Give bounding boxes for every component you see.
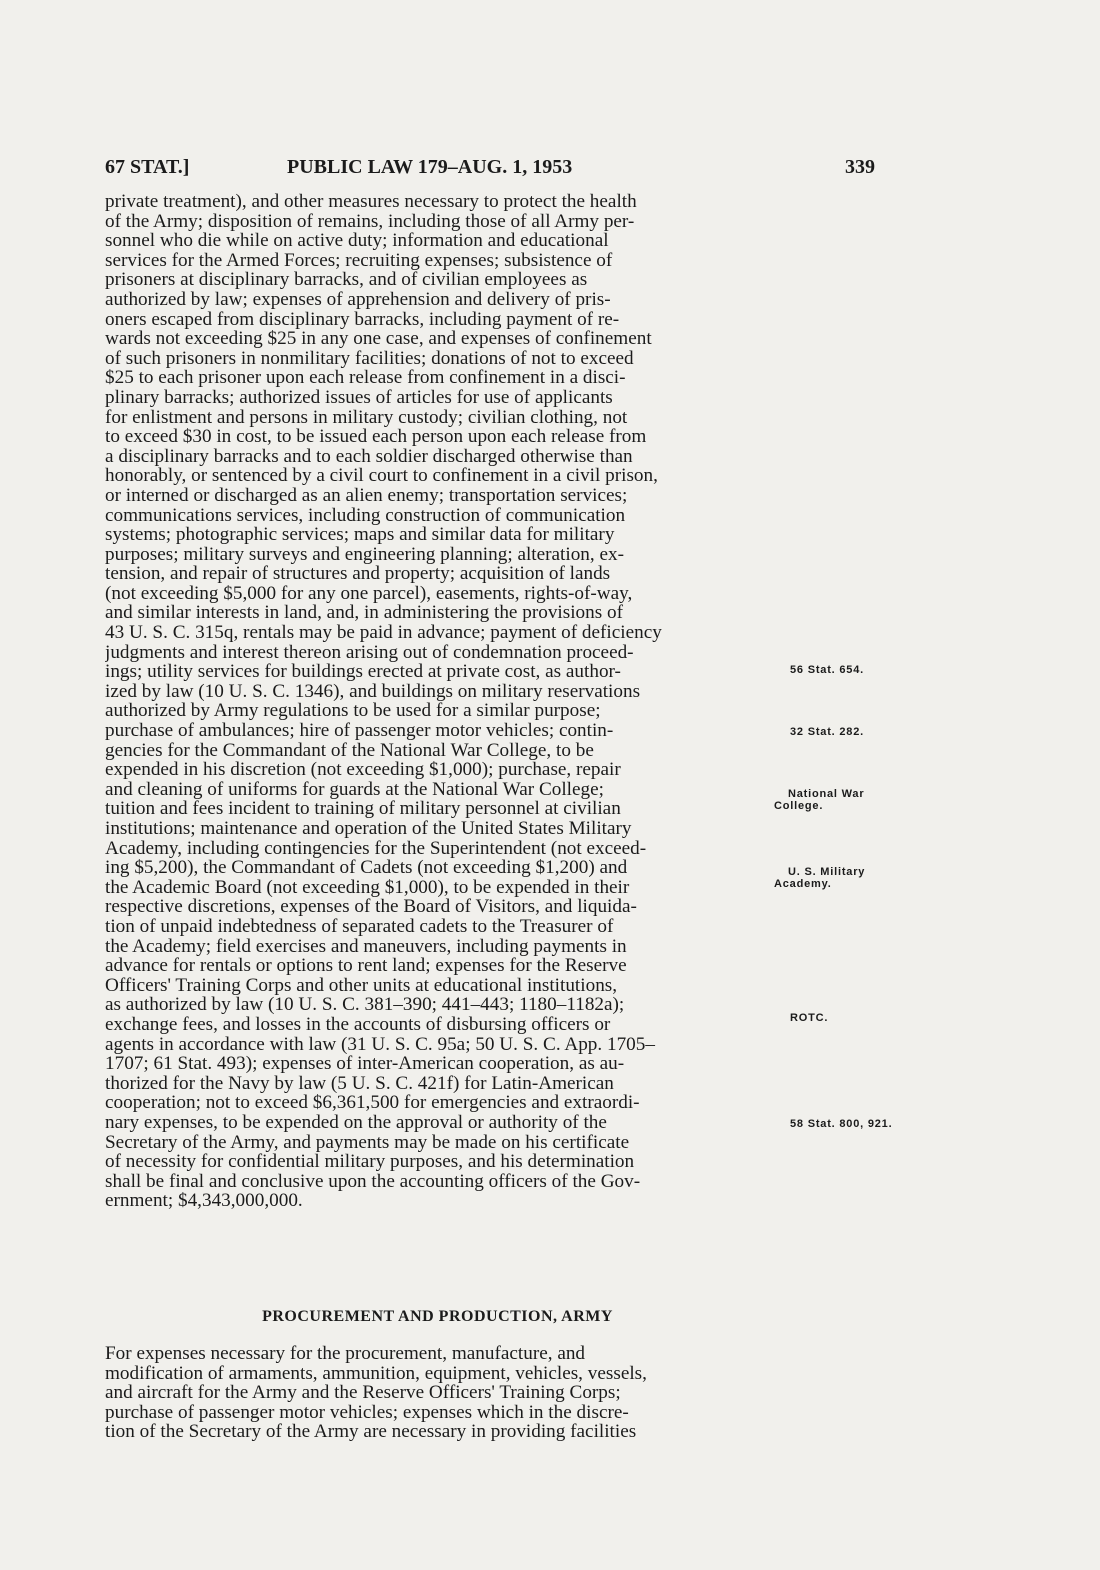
text-line: sonnel who die while on active duty; information and educational [105, 231, 609, 251]
section-heading: PROCUREMENT AND PRODUCTION, ARMY [262, 1308, 613, 1325]
text-line: gencies for the Commandant of the National War College, to be [105, 740, 594, 761]
page-number: 339 [845, 156, 875, 178]
margin-note-rotc: ROTC. [790, 1012, 829, 1024]
margin-note-line: U. S. Military [788, 866, 866, 878]
margin-note-military-academy [774, 866, 866, 890]
text-line: expended in his discretion (not exceeding $1,000); purchase, repair [105, 760, 621, 780]
text-line: (not exceeding $5,000 for any one parcel), easements, rights-of-way, [105, 583, 633, 604]
text-line: private treatment), and other measures necessary to protect the health [105, 192, 637, 212]
text-line: respective discretions, expenses of the Board of Visitors, and liquida- [105, 897, 637, 917]
margin-note-line: College. [774, 800, 824, 812]
text-line: ized by law (10 U. S. C. 1346), and buildings on military reservations [105, 681, 641, 702]
text-line: prisoners at disciplinary barracks, and of civilian employees as [105, 270, 588, 290]
text-line: modification of armaments, ammunition, equipment, vehicles, vessels, [105, 1363, 647, 1384]
margin-note-56-stat-654: 56 Stat. 654. [790, 664, 864, 676]
text-line: systems; photographic services; maps and similar data for military [105, 525, 615, 545]
text-line: tension, and repair of structures and property; acquisition of lands [105, 564, 611, 584]
text-line: services for the Armed Forces; recruiting expenses; subsistence of [105, 250, 613, 271]
text-line: nary expenses, to be expended on the approval or authority of the [105, 1112, 607, 1133]
text-line: and aircraft for the Army and the Reserve Officers' Training Corps; [105, 1383, 621, 1403]
text-line: of necessity for confidential military purposes, and his determination [105, 1152, 635, 1172]
text-line: plinary barracks; authorized issues of articles for use of applicants [105, 387, 613, 408]
text-line: ing $5,200), the Commandant of Cadets (not exceeding $1,200) and [105, 858, 628, 878]
text-line: oners escaped from disciplinary barracks, including payment of re- [105, 309, 620, 330]
text-line: exchange fees, and losses in the accounts of disbursing officers or [105, 1014, 611, 1035]
text-line: Officers' Training Corps and other units at educational institutions, [105, 975, 618, 996]
text-line: cooperation; not to exceed $6,361,500 for emergencies and extraordi- [105, 1093, 640, 1113]
text-line: tion of the Secretary of the Army are necessary in providing facilities [105, 1422, 637, 1442]
text-line: judgments and interest thereon arising out of condemnation proceed- [105, 642, 634, 663]
margin-note-line: Academy. [774, 878, 832, 890]
margin-note-line: National War [788, 788, 865, 800]
text-line: Academy, including contingencies for the Superintendent (not exceed- [105, 838, 647, 859]
text-line: honorably, or sentenced by a civil court to confinement in a civil prison, [105, 466, 658, 486]
text-line: purposes; military surveys and engineering planning; alteration, ex- [105, 544, 624, 565]
statute-volume-label: 67 STAT.] [105, 156, 190, 178]
text-line: for enlistment and persons in military custody; civilian clothing, not [105, 407, 628, 428]
text-line: wards not exceeding $25 in any one case, and expenses of confinement [105, 329, 652, 349]
text-line: communications services, including construction of communication [105, 505, 626, 526]
main-paragraph [105, 192, 770, 1211]
running-title: PUBLIC LAW 179–AUG. 1, 1953 [287, 156, 573, 178]
text-line: the Academic Board (not exceeding $1,000), to be expended in their [105, 877, 630, 898]
text-line: and similar interests in land, and, in administering the provisions of [105, 603, 623, 624]
text-line: tuition and fees incident to training of military personnel at civilian [105, 799, 621, 819]
text-line: shall be final and conclusive upon the accounting officers of the Gov- [105, 1171, 641, 1192]
text-line: advance for rentals or options to rent land; expenses for the Reserve [105, 956, 627, 976]
text-line: institutions; maintenance and operation of the United States Military [105, 819, 632, 839]
text-line: a disciplinary barracks and to each soldier discharged otherwise than [105, 446, 633, 467]
second-paragraph [105, 1344, 770, 1442]
text-line: ernment; $4,343,000,000. [105, 1191, 303, 1211]
text-line: the Academy; field exercises and maneuvers, including payments in [105, 936, 627, 957]
text-line: as authorized by law (10 U. S. C. 381–390; 441–443; 1180–1182a); [105, 995, 625, 1015]
text-line: 1707; 61 Stat. 493); expenses of inter-American cooperation, as au- [105, 1054, 625, 1074]
margin-note-32-stat-282: 32 Stat. 282. [790, 726, 864, 738]
text-line: of the Army; disposition of remains, including those of all Army per- [105, 211, 635, 232]
text-line: authorized by Army regulations to be used for a similar purpose; [105, 701, 601, 722]
text-line: of such prisoners in nonmilitary facilities; donations of not to exceed [105, 348, 634, 369]
text-line: 43 U. S. C. 315q, rentals may be paid in advance; payment of deficiency [105, 623, 662, 643]
text-line: For expenses necessary for the procurement, manufacture, and [105, 1344, 586, 1364]
text-line: agents in accordance with law (31 U. S. C. 95a; 50 U. S. C. App. 1705– [105, 1034, 655, 1055]
text-line: tion of unpaid indebtedness of separated cadets to the Treasurer of [105, 916, 614, 937]
text-line: authorized by law; expenses of apprehension and delivery of pris- [105, 289, 611, 310]
text-line: or interned or discharged as an alien enemy; transportation services; [105, 485, 628, 506]
text-line: $25 to each prisoner upon each release from confinement in a disci- [105, 368, 626, 388]
text-line: Secretary of the Army, and payments may be made on his certificate [105, 1132, 630, 1153]
text-line: thorized for the Navy by law (5 U. S. C. 421f) for Latin-American [105, 1073, 614, 1094]
margin-note-national-war-college [774, 788, 865, 812]
text-line: to exceed $30 in cost, to be issued each person upon each release from [105, 427, 647, 447]
text-line: purchase of ambulances; hire of passenger motor vehicles; contin- [105, 721, 614, 741]
text-line: ings; utility services for buildings erected at private cost, as author- [105, 662, 621, 682]
text-line: purchase of passenger motor vehicles; expenses which in the discre- [105, 1402, 629, 1423]
text-line: and cleaning of uniforms for guards at the National War College; [105, 779, 604, 800]
page-header [105, 156, 875, 184]
margin-note-58-stat-800-921: 58 Stat. 800, 921. [790, 1118, 893, 1130]
